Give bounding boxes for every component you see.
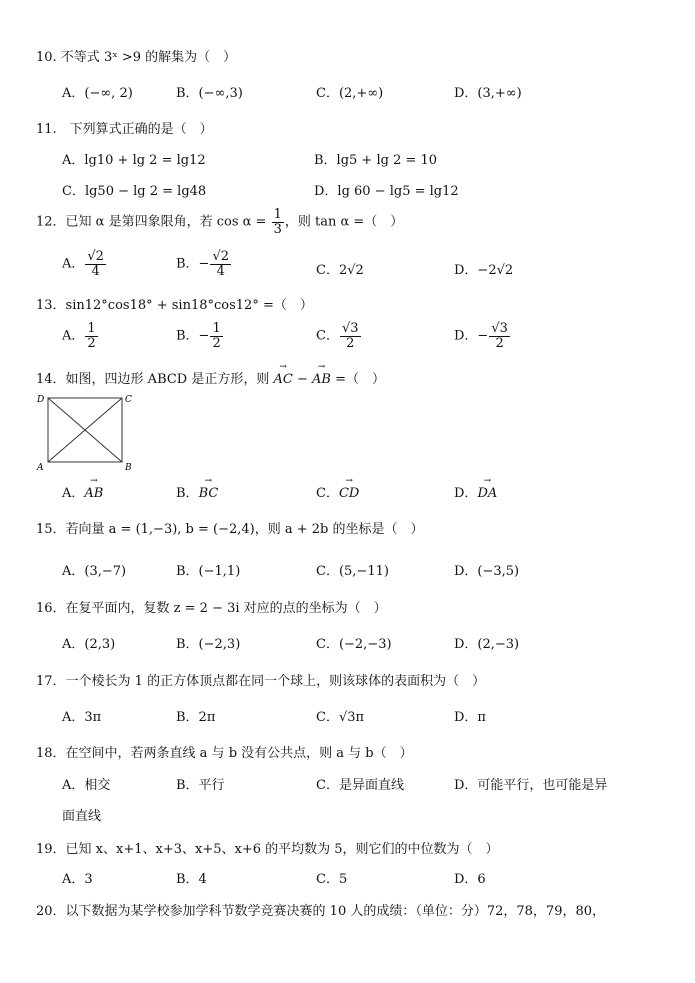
q13-c-denominator: 2: [346, 335, 355, 351]
q14-d-vector: → DA: [477, 486, 497, 501]
q13-b-label: B．−: [176, 328, 210, 344]
q12-a-denominator: 4: [91, 263, 100, 279]
question-13-option-d: [454, 322, 511, 350]
q12-b-numerator: √2: [212, 249, 230, 264]
question-10-stem: 10. 不等式 3ˣ >9 的解集为（ ）: [36, 50, 237, 65]
q14-a-vector: → AB: [84, 486, 103, 501]
question-20-stem: 20．以下数据为某学校参加学科节数学竞赛决赛的 10 人的成绩：（单位：分）72，78，79，80，: [36, 904, 606, 919]
question-15-option-b: B．(−1,1): [176, 564, 241, 579]
vertex-label-a: A: [37, 463, 44, 472]
q13-b-numerator: 1: [212, 321, 221, 336]
question-15-option-c: C．(5,−11): [316, 564, 389, 579]
question-14-option-b: [176, 482, 218, 501]
vertex-label-c: C: [125, 395, 132, 405]
question-12-option-a: [62, 250, 107, 278]
question-19-option-d: D．6: [454, 872, 486, 887]
question-10-option-b: B．(−∞,3): [176, 86, 243, 101]
q14-d-label: D．: [454, 486, 478, 501]
question-17-option-b: B．2π: [176, 710, 216, 725]
question-19-option-b: B．4: [176, 872, 207, 887]
question-10-option-a: A．(−∞, 2): [62, 86, 133, 101]
question-15-option-a: A．(3,−7): [62, 564, 127, 579]
question-18-option-d: D．可能平行，也可能是异: [454, 778, 608, 793]
q12-fraction: [272, 208, 284, 236]
question-12-stem: [36, 208, 403, 236]
q13-a-denominator: 2: [87, 335, 96, 351]
question-13-option-a: [62, 322, 99, 350]
vertex-label-b: B: [125, 463, 132, 472]
question-18-option-d-continued: 面直线: [62, 809, 102, 824]
question-14-option-a: [62, 482, 103, 501]
q14-a-label: A．: [62, 486, 85, 501]
question-19-option-a: A．3: [62, 872, 93, 887]
q12-stem-start: 12．已知 α 是第四象限角，若 cos α =: [36, 214, 271, 230]
question-13-option-c: [316, 322, 362, 350]
question-10-option-c: C．(2,+∞): [316, 86, 384, 101]
question-11-option-d: D．lg 60 − lg5 = lg12: [314, 184, 459, 199]
q14-c-vector: → CD: [339, 486, 359, 501]
q14-c-label: C．: [316, 486, 339, 501]
question-10-option-d: D．(3,+∞): [454, 86, 522, 101]
question-16-option-c: C．(−2,−3): [316, 637, 392, 652]
q13-d-denominator: 2: [495, 335, 504, 351]
q14-b-vector: → BC: [199, 486, 219, 501]
q14-minus: −: [292, 372, 313, 387]
question-13-stem: 13．sin12°cos18° + sin18°cos12° =（ ）: [36, 298, 313, 313]
vertex-label-d: D: [37, 395, 45, 405]
question-16-stem: 16．在复平面内，复数 z = 2 − 3i 对应的点的坐标为（ ）: [36, 601, 387, 616]
q13-c-label: C．: [316, 328, 339, 344]
q14-stem-end: =（ ）: [330, 372, 385, 387]
question-12-option-d: D．−2√2: [454, 263, 514, 278]
q13-b-denominator: 2: [212, 335, 221, 351]
q14-b-label: B．: [176, 486, 199, 501]
question-18-stem: 18．在空间中，若两条直线 a 与 b 没有公共点，则 a 与 b（ ）: [36, 746, 413, 761]
question-12-option-c: C．2√2: [316, 263, 364, 278]
q14-vector-ab: → AB: [312, 372, 331, 387]
question-17-option-d: D．π: [454, 710, 486, 725]
q13-d-numerator: √3: [491, 321, 508, 336]
question-14-option-c: [316, 482, 359, 501]
question-11-option-c: C．lg50 − lg 2 = lg48: [62, 184, 207, 199]
question-12-option-b: [176, 250, 232, 278]
question-14-option-d: [454, 482, 497, 501]
q12-fraction-numerator: 1: [273, 207, 282, 222]
question-15-option-d: D．(−3,5): [454, 564, 520, 579]
question-14-stem: [36, 368, 385, 387]
question-16-option-d: D．(2,−3): [454, 637, 520, 652]
question-19-stem: 19．已知 x、x+1、x+3、x+5、x+6 的平均数为 5，则它们的中位数为（ ）: [36, 842, 499, 857]
question-11-stem: 11. 下列算式正确的是（ ）: [36, 122, 213, 137]
question-15-stem: 15．若向量 a = (1,−3), b = (−2,4)，则 a + 2b 的坐标是（ ）: [36, 522, 424, 537]
question-17-stem: 17．一个棱长为 1 的正方体顶点都在同一个球上，则该球体的表面积为（ ）: [36, 674, 486, 689]
q13-d-label: D．−: [454, 328, 489, 344]
square-abcd-figure: [36, 392, 136, 472]
q12-stem-end: ，则 tan α =（ ）: [284, 214, 404, 230]
question-11-option-a: A．lg10 + lg 2 = lg12: [62, 153, 206, 168]
q12-b-label: B．−: [176, 256, 210, 272]
question-19-option-c: C．5: [316, 872, 348, 887]
question-16-option-b: B．(−2,3): [176, 637, 241, 652]
q12-a-numerator: √2: [87, 249, 104, 264]
q12-a-label: A．: [62, 256, 85, 272]
question-11-option-b: B．lg5 + lg 2 = 10: [314, 153, 438, 168]
q14-stem-start: 14．如图，四边形 ABCD 是正方形，则: [36, 372, 274, 387]
question-17-option-c: C．√3π: [316, 710, 365, 725]
q12-b-denominator: 4: [216, 263, 225, 279]
question-16-option-a: A．(2,3): [62, 637, 116, 652]
q13-c-numerator: √3: [341, 321, 359, 336]
question-18-option-a: A．相交: [62, 778, 111, 793]
question-17-option-a: A．3π: [62, 710, 102, 725]
question-18-option-b: B．平行: [176, 778, 225, 793]
q12-fraction-denominator: 3: [273, 221, 282, 237]
q14-vector-ac: → AC: [274, 372, 293, 387]
q13-a-label: A．: [62, 328, 85, 344]
question-13-option-b: [176, 322, 224, 350]
question-18-option-c: C．是异面直线: [316, 778, 404, 793]
q13-a-numerator: 1: [87, 321, 96, 336]
